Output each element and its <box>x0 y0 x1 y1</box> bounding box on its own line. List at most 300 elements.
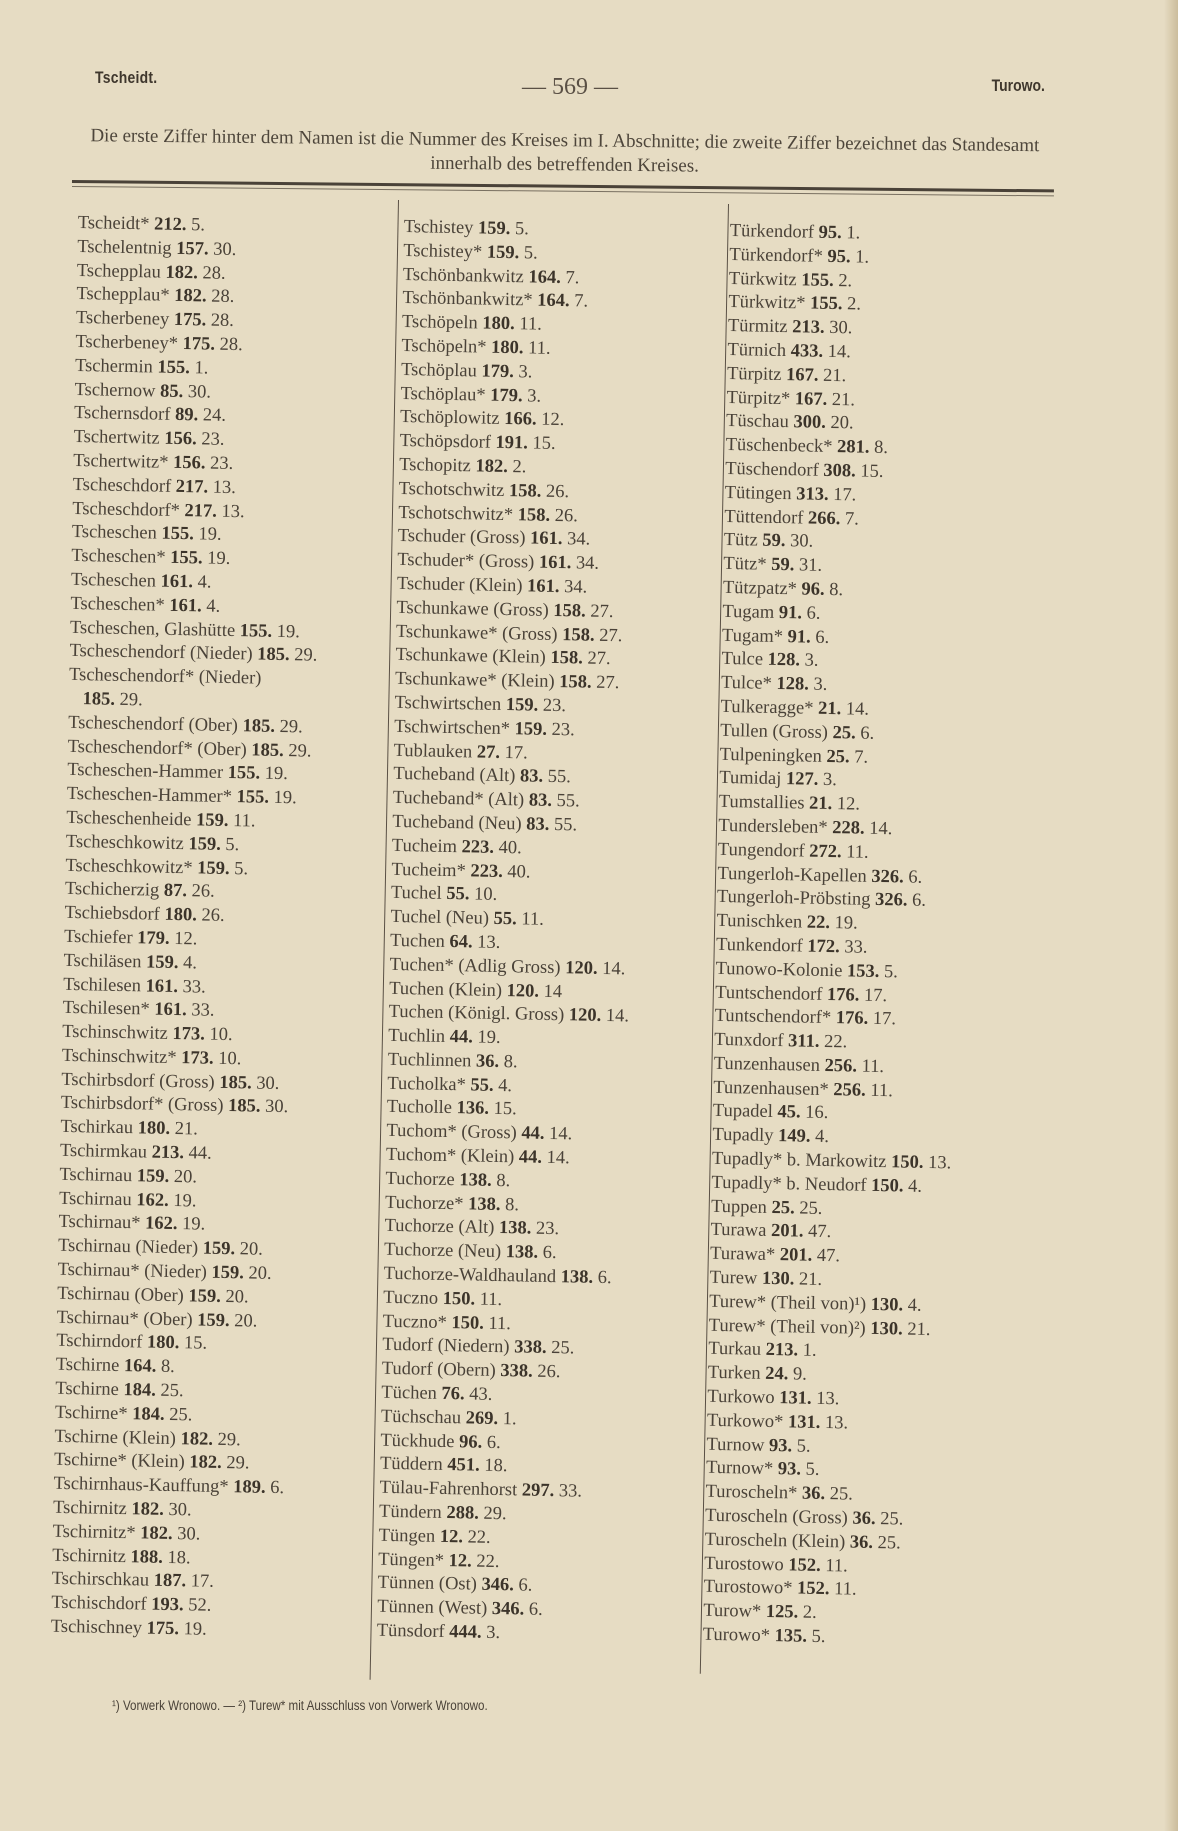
standesamt-number: 20. <box>173 1166 198 1188</box>
place-name: Tschinschwitz <box>62 1021 169 1044</box>
place-name: Tschirnau <box>58 1188 132 1210</box>
place-name: Tucheband (Alt) <box>393 764 516 787</box>
kreis-number: 59. <box>770 555 795 576</box>
kreis-number: 167. <box>785 364 819 386</box>
kreis-number: 159. <box>202 1238 236 1260</box>
kreis-number: 130. <box>761 1268 795 1290</box>
standesamt-number: 5. <box>796 1436 811 1457</box>
place-name: Tschuder (Gross) <box>397 526 526 549</box>
place-name: Tscheschendorf* (Nieder) <box>68 665 262 689</box>
kreis-number: 155. <box>236 787 270 808</box>
kreis-number: 155. <box>809 293 843 315</box>
standesamt-number: 7. <box>574 291 589 312</box>
place-name: Turow* <box>703 1600 762 1623</box>
kreis-number: 228. <box>832 817 865 839</box>
place-name: Tschepplau <box>76 260 162 283</box>
standesamt-number: 2. <box>802 1602 817 1624</box>
standesamt-number: 14. <box>601 958 626 980</box>
standesamt-number: 9. <box>792 1364 808 1385</box>
kreis-number: 223. <box>470 860 503 882</box>
place-name: Tuchorze (Alt) <box>384 1216 495 1239</box>
kreis-number: 44. <box>521 1123 545 1145</box>
kreis-number: 36. <box>801 1483 826 1505</box>
place-name: Tscheschen-Hammer* <box>66 784 233 808</box>
standesamt-number: 27. <box>598 625 623 646</box>
kreis-number: 159. <box>514 718 548 740</box>
place-name: Tschunkawe* (Gross) <box>395 621 558 645</box>
kreis-number: 173. <box>181 1048 214 1069</box>
place-name: Tschirnau <box>59 1164 133 1187</box>
kreis-number: 269. <box>465 1408 499 1429</box>
standesamt-number: 34. <box>575 553 600 574</box>
kreis-number: 83. <box>528 790 553 812</box>
place-name: Tuchel (Neu) <box>390 906 490 929</box>
kreis-number: 93. <box>777 1459 802 1481</box>
kreis-number: 217. <box>175 476 209 498</box>
kreis-number: 308. <box>823 460 856 482</box>
kreis-number: 179. <box>137 928 170 949</box>
standesamt-number: 25. <box>550 1338 575 1359</box>
place-name: Tschwirtschen <box>394 692 502 715</box>
place-name: Tupadel <box>712 1101 774 1123</box>
standesamt-number: 19. <box>198 524 222 546</box>
place-name: Tünnen (Ost) <box>377 1573 478 1596</box>
place-name: Tschöpeln* <box>401 335 487 358</box>
place-name: Tschöplau* <box>400 383 486 406</box>
kreis-number: 44. <box>449 1027 474 1048</box>
place-name: Tupadly* b. Markowitz <box>711 1148 887 1173</box>
standesamt-number: 14. <box>827 341 851 363</box>
standesamt-number: 27. <box>590 601 614 622</box>
kreis-number: 120. <box>564 957 598 979</box>
place-name: Tudorf (Niedern) <box>382 1335 510 1358</box>
kreis-number: 159. <box>197 857 230 879</box>
place-name: Tucheim* <box>391 859 466 881</box>
standesamt-number: 20. <box>234 1310 258 1332</box>
kreis-number: 159. <box>136 1166 170 1187</box>
place-name: Türmitz <box>727 316 788 338</box>
standesamt-number: 21. <box>822 365 847 387</box>
standesamt-number: 11. <box>833 1579 857 1601</box>
place-name: Tulkeragge* <box>720 696 814 719</box>
place-name: Tüngen* <box>378 1549 445 1571</box>
standesamt-number: 13. <box>212 477 237 498</box>
kreis-number: 55. <box>446 884 470 905</box>
standesamt-number: 6. <box>597 1267 612 1289</box>
standesamt-number: 8. <box>503 1051 518 1073</box>
left-catchword: Tscheidt. <box>95 68 158 87</box>
kreis-number: 191. <box>495 432 529 454</box>
kreis-number: 157. <box>176 238 209 260</box>
kreis-number: 155. <box>161 524 195 545</box>
kreis-number: 156. <box>164 428 197 450</box>
place-name: Tuchen (Klein) <box>388 978 503 1001</box>
standesamt-number: 6. <box>806 603 821 624</box>
place-name: Tschöpeln <box>401 312 478 334</box>
kreis-number: 175. <box>173 310 207 331</box>
standesamt-number: 4. <box>497 1075 513 1096</box>
standesamt-number: 1. <box>502 1408 517 1430</box>
place-name: Tschirne <box>55 1378 120 1401</box>
standesamt-number: 30. <box>177 1523 201 1545</box>
standesamt-number: 5. <box>811 1626 826 1648</box>
place-name: Türpitz <box>726 363 782 385</box>
place-name: Tschistey* <box>403 240 483 263</box>
standesamt-number: 30. <box>264 1097 289 1118</box>
place-name: Tschönbankwitz* <box>402 288 533 311</box>
place-name: Tscheschendorf (Nieder) <box>69 641 253 665</box>
standesamt-number: 11. <box>479 1289 503 1310</box>
place-name: Tschotschwitz* <box>398 502 514 525</box>
standesamt-number: 11. <box>488 1313 512 1334</box>
standesamt-number: 34. <box>566 529 591 550</box>
place-name: Tscheschen* <box>71 546 166 568</box>
place-name: Turew <box>709 1267 758 1289</box>
kreis-number: 158. <box>508 480 542 502</box>
place-name: Tunkendorf <box>715 934 803 957</box>
kreis-number: 131. <box>778 1388 812 1409</box>
standesamt-number: 15. <box>532 433 556 455</box>
place-name: Tucheband* (Alt) <box>392 788 525 811</box>
kreis-number: 91. <box>778 602 803 624</box>
place-name: Turawa <box>710 1220 767 1242</box>
kreis-number: 159. <box>188 1286 222 1307</box>
standesamt-number: 55. <box>547 767 572 788</box>
standesamt-number: 7. <box>854 747 869 768</box>
place-name: Tulce* <box>720 673 773 695</box>
kreis-number: 161. <box>145 975 179 997</box>
standesamt-number: 24. <box>202 405 227 427</box>
kreis-number: 159. <box>197 1310 230 1331</box>
kreis-number: 159. <box>195 810 229 831</box>
place-name: Tucheband (Neu) <box>392 811 522 835</box>
standesamt-number: 3. <box>813 674 828 696</box>
standesamt-number: 47. <box>816 1246 841 1267</box>
place-name: Tüngen <box>378 1525 436 1547</box>
kreis-number: 180. <box>137 1118 171 1140</box>
standesamt-number: 19. <box>183 1619 207 1640</box>
kreis-number: 36. <box>475 1051 500 1072</box>
place-name: Tumidaj <box>719 768 782 790</box>
kreis-number: 213. <box>765 1340 799 1361</box>
place-name: Tschischdorf <box>51 1592 147 1615</box>
place-name: Tschirnhaus-Kauffung* <box>53 1474 229 1498</box>
kreis-number: 180. <box>164 904 198 926</box>
kreis-number: 256. <box>824 1055 858 1077</box>
kreis-number: 128. <box>767 650 801 671</box>
kreis-number: 150. <box>442 1288 476 1310</box>
place-name: Tüchschau <box>380 1406 462 1429</box>
place-name: Tungendorf <box>717 839 805 862</box>
standesamt-number: 13. <box>815 1388 840 1410</box>
kreis-number: 185. <box>257 644 290 666</box>
place-name: Türkwitz* <box>728 292 806 314</box>
place-name: Tublauken <box>393 740 473 762</box>
place-name: Tschirnitz <box>52 1497 128 1520</box>
place-name: Türpitz* <box>726 387 791 409</box>
standesamt-number: 14. <box>548 1124 573 1145</box>
place-name: Tuchel <box>390 883 442 905</box>
standesamt-number: 4. <box>907 1176 923 1197</box>
kreis-number: 212. <box>153 214 187 236</box>
kreis-number: 164. <box>123 1356 157 1377</box>
place-name: Tuchorze <box>385 1168 455 1191</box>
kreis-number: 179. <box>490 385 523 406</box>
standesamt-number: 5. <box>805 1460 820 1481</box>
place-name: Tüttendorf <box>724 506 804 529</box>
kreis-number: 159. <box>145 952 179 973</box>
standesamt-number: 34. <box>563 577 588 598</box>
standesamt-number: 31. <box>798 555 823 576</box>
standesamt-number: 18. <box>484 1456 508 1477</box>
standesamt-number: 3. <box>527 385 542 407</box>
standesamt-number: 12. <box>174 928 198 950</box>
kreis-number: 189. <box>233 1477 266 1499</box>
place-name: Tschiläsen <box>63 950 142 973</box>
place-name: Tschirnitz* <box>52 1521 136 1544</box>
standesamt-number: 6. <box>542 1243 557 1264</box>
standesamt-number: 2. <box>838 270 853 291</box>
standesamt-number: 12. <box>540 410 565 431</box>
standesamt-number: 4. <box>182 952 198 974</box>
kreis-number: 55. <box>470 1075 494 1096</box>
standesamt-number: 2. <box>846 294 862 315</box>
kreis-number: 44. <box>518 1147 543 1168</box>
kreis-number: 180. <box>146 1332 180 1354</box>
standesamt-number: 33. <box>182 976 206 998</box>
place-name: Turew* (Theil von)²) <box>708 1315 866 1339</box>
place-name: Türkendorf <box>729 220 815 243</box>
place-name: Tschilesen* <box>62 998 150 1020</box>
standesamt-number: 13. <box>824 1412 849 1434</box>
standesamt-number: 21. <box>831 389 856 411</box>
kreis-number: 326. <box>871 866 904 887</box>
place-name: Tschirnitz <box>52 1545 127 1567</box>
kreis-number: 313. <box>795 484 829 505</box>
place-name: Tückhude <box>380 1430 455 1452</box>
standesamt-number: 5. <box>190 215 206 236</box>
kreis-number: 217. <box>184 500 218 522</box>
place-name: Tschertwitz <box>73 427 160 449</box>
place-name: Tschirmkau <box>59 1140 148 1163</box>
place-name: Tulce <box>721 649 764 671</box>
place-name: Tscheschen, Glashütte <box>69 617 236 641</box>
standesamt-number: 26. <box>201 905 225 927</box>
standesamt-number: 33. <box>844 937 868 958</box>
place-name: Tschotschwitz <box>398 478 505 501</box>
index-column-3 <box>703 220 1030 1653</box>
place-name: Turkowo* <box>706 1410 784 1433</box>
standesamt-number: 4. <box>907 1295 922 1316</box>
standesamt-number: 11. <box>521 909 545 930</box>
standesamt-number: 22. <box>467 1527 491 1548</box>
standesamt-number: 29. <box>119 689 143 711</box>
standesamt-number: 44. <box>188 1143 212 1164</box>
place-name: Turkau <box>708 1339 762 1361</box>
standesamt-number: 28. <box>211 286 235 308</box>
standesamt-number: 6. <box>815 627 830 648</box>
standesamt-number: 28. <box>219 334 243 356</box>
place-name: Tschirne <box>55 1355 120 1377</box>
kreis-number: 182. <box>475 456 509 478</box>
kreis-number: 155. <box>157 357 191 378</box>
kreis-number: 138. <box>459 1170 492 1191</box>
place-name: Tscheschdorf <box>72 474 172 497</box>
standesamt-number: 14. <box>845 699 870 720</box>
place-name: Tüchen <box>381 1382 438 1404</box>
kreis-number: 138. <box>498 1218 532 1240</box>
kreis-number: 201. <box>779 1245 813 1267</box>
standesamt-number: 17. <box>863 985 888 1006</box>
standesamt-number: 8. <box>160 1357 175 1378</box>
standesamt-number: 19. <box>264 764 289 785</box>
standesamt-number: 7. <box>844 508 860 530</box>
kreis-number: 272. <box>809 841 842 862</box>
kreis-number: 185. <box>219 1072 252 1094</box>
place-name: Tschiebsdorf <box>64 902 161 925</box>
index-entry <box>377 1620 682 1650</box>
standesamt-number: 14 <box>543 981 563 1002</box>
standesamt-number: 11. <box>232 811 256 832</box>
place-name: Turoscheln (Klein) <box>704 1529 846 1553</box>
standesamt-number: 17. <box>190 1571 215 1593</box>
standesamt-number: 29. <box>217 1429 241 1450</box>
kreis-number: 162. <box>144 1213 178 1235</box>
standesamt-number: 5. <box>225 834 240 855</box>
kreis-number: 161. <box>160 571 194 593</box>
place-name: Tschuder* (Gross) <box>397 550 535 573</box>
kreis-number: 150. <box>451 1312 485 1334</box>
index-columns <box>0 212 1178 1672</box>
kreis-number: 164. <box>528 266 562 288</box>
kreis-number: 95. <box>827 246 851 268</box>
standesamt-number: 43. <box>469 1384 493 1405</box>
standesamt-number: 26. <box>554 505 579 526</box>
kreis-number: 182. <box>131 1499 165 1520</box>
kreis-number: 152. <box>796 1578 830 1600</box>
standesamt-number: 19. <box>173 1190 197 1212</box>
standesamt-number: 5. <box>883 961 899 983</box>
kreis-number: 96. <box>458 1431 483 1453</box>
place-name: Tschöplowitz <box>399 407 500 430</box>
place-name: Tschirnau* <box>58 1212 141 1234</box>
place-name: Tschepplau* <box>76 284 170 307</box>
place-name: Tscheschen* <box>70 593 165 616</box>
kreis-number: 300. <box>793 412 826 434</box>
standesamt-number: 19. <box>207 548 231 570</box>
place-name: Tumstallies <box>718 792 805 814</box>
place-name: Tungerloh-Pröbsting <box>716 887 871 911</box>
place-name: Tscheschkowitz* <box>65 855 193 878</box>
standesamt-number: 6. <box>270 1478 285 1499</box>
kreis-number: 297. <box>521 1480 555 1502</box>
place-name: Tschischney <box>50 1616 143 1639</box>
place-name: Tünnen (West) <box>377 1596 488 1620</box>
place-name: Tucheim <box>391 835 458 857</box>
kreis-number: 21. <box>808 793 833 815</box>
standesamt-number: 23. <box>201 429 225 451</box>
kreis-number: 182. <box>174 286 207 307</box>
kreis-number: 281. <box>836 437 870 458</box>
kreis-number: 89. <box>174 405 199 426</box>
standesamt-number: 18. <box>167 1547 191 1569</box>
place-name: Tschirbsdorf (Gross) <box>61 1069 215 1093</box>
kreis-number: 150. <box>870 1175 904 1197</box>
place-name: Tüschau <box>725 411 790 433</box>
place-name: Turkowo <box>707 1386 775 1409</box>
kreis-number: 182. <box>189 1452 222 1474</box>
place-name: Tschuder (Klein) <box>396 573 523 597</box>
standesamt-number: 55. <box>556 791 580 812</box>
kreis-number: 76. <box>441 1383 465 1405</box>
kreis-number: 176. <box>835 1008 869 1030</box>
place-name: Tscheschdorf* <box>72 498 181 521</box>
standesamt-number: 33. <box>558 1481 583 1502</box>
place-name: Turoscheln (Gross) <box>704 1505 848 1529</box>
place-name: Tuchen <box>389 930 446 952</box>
standesamt-number: 22. <box>823 1032 848 1053</box>
place-name: Tscheschen <box>71 522 158 544</box>
kreis-number: 184. <box>123 1380 157 1401</box>
place-name: Tüschenbeck* <box>725 435 833 458</box>
place-name: Tuchorze* <box>384 1192 464 1214</box>
standesamt-number: 6. <box>911 890 927 912</box>
standesamt-number: 26. <box>537 1362 561 1383</box>
kreis-number: 162. <box>136 1189 169 1211</box>
standesamt-number: 11. <box>870 1080 894 1101</box>
standesamt-number: 11. <box>846 842 869 863</box>
place-name: Tschernsdorf <box>73 403 171 426</box>
standesamt-number: 5. <box>514 219 530 240</box>
kreis-number: 83. <box>519 766 544 788</box>
kreis-number: 55. <box>493 908 517 930</box>
kreis-number: 182. <box>165 262 199 283</box>
place-name: Turostowo* <box>703 1577 793 1599</box>
standesamt-number: 30. <box>789 531 814 553</box>
standesamt-number: 29. <box>226 1453 250 1474</box>
standesamt-number: 19. <box>181 1214 206 1236</box>
kreis-number: 346. <box>481 1575 515 1596</box>
standesamt-number: 20. <box>239 1239 264 1261</box>
standesamt-number: 19. <box>273 787 297 809</box>
standesamt-number: 15. <box>493 1099 517 1120</box>
place-name: Turnow* <box>705 1458 774 1480</box>
kreis-number: 152. <box>788 1554 821 1576</box>
standesamt-number: 15. <box>183 1333 208 1355</box>
standesamt-number: 7. <box>565 267 580 288</box>
standesamt-number: 29. <box>483 1503 507 1525</box>
kreis-number: 120. <box>568 1005 602 1027</box>
kreis-number: 182. <box>140 1523 173 1544</box>
place-name: Tuppen <box>710 1196 768 1218</box>
kreis-number: 59. <box>762 531 786 552</box>
kreis-number: 149. <box>777 1126 811 1147</box>
place-name: Tuchlinnen <box>387 1049 472 1072</box>
standesamt-number: 8. <box>496 1170 511 1192</box>
place-name: Tschirne* <box>54 1402 128 1425</box>
place-name: Tschirndorf <box>56 1331 143 1353</box>
index-entry <box>703 1624 1003 1654</box>
place-name: Tuntschendorf* <box>714 1006 832 1029</box>
standesamt-number: 33. <box>191 1000 215 1022</box>
kreis-number: 12. <box>448 1550 472 1572</box>
place-name: Tschunkawe (Klein) <box>395 645 546 669</box>
kreis-number: 158. <box>562 624 595 646</box>
standesamt-number: 30. <box>213 239 237 260</box>
kreis-number: 256. <box>833 1079 866 1101</box>
standesamt-number: 40. <box>498 837 522 859</box>
standesamt-number: 11. <box>519 314 542 335</box>
